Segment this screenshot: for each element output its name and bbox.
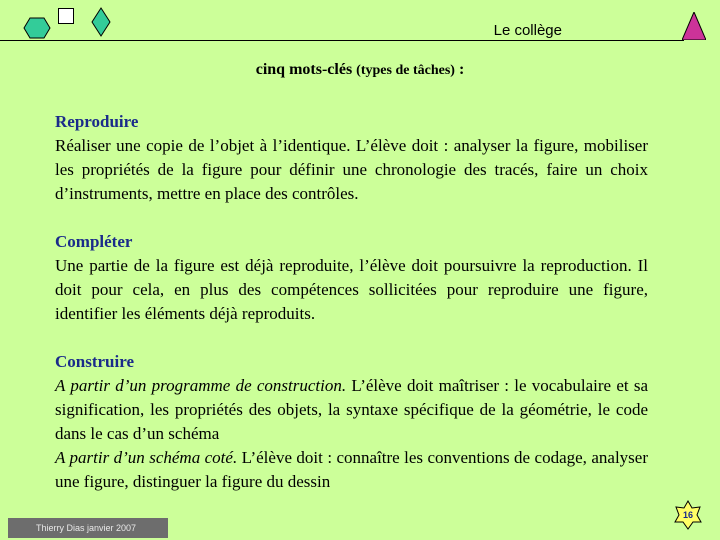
subtitle-colon: :: [458, 61, 465, 78]
section-title: Reproduire: [55, 112, 139, 131]
slide-subtitle: [0, 61, 720, 79]
diamond-icon: [92, 8, 110, 36]
section-text: Réaliser une copie de l’objet à l’identique. L’élève doit : analyser la figure, mobiliser les propriétés de la figure pour définir une chronologie des tracés, faire un choix d’instruments, mettre en place des contrôles.: [55, 136, 648, 203]
triangle-icon: [682, 12, 706, 40]
subtitle-paren: (types de tâches): [356, 63, 455, 78]
content-body: [55, 110, 648, 518]
page-number: 16: [682, 510, 693, 520]
hexagon-icon: [24, 18, 50, 38]
section-text: Une partie de la figure est déjà reproduite, l’élève doit poursuivre la reproduction. Il doit pour cela, en plus des compétences sollicitées pour reproduire une figure, identifier les éléments déjà reproduits.: [55, 256, 648, 323]
section-paragraph-2: [55, 446, 648, 494]
section-reproduire: [55, 110, 648, 206]
section-paragraph-1: [55, 374, 648, 446]
page-number-badge: [673, 500, 703, 530]
square-icon: [58, 8, 74, 24]
section-completer: [55, 230, 648, 326]
paragraph-2-lead: A partir d’un schéma coté.: [55, 448, 238, 467]
footer-author: Thierry Dias janvier 2007: [8, 518, 168, 538]
section-title: Construire: [55, 352, 135, 371]
section-title: Compléter: [55, 232, 133, 251]
header-divider: [0, 40, 684, 41]
section-construire: [55, 350, 648, 494]
paragraph-2-body: L’élève doit : connaître les conventions de codage, analyser une figure, distinguer la figure du dessin: [55, 448, 648, 491]
page-header-title: Le collège: [493, 22, 562, 39]
paragraph-1-lead: A partir d’un programme de construction.: [55, 376, 347, 395]
decorative-shapes: [24, 8, 114, 38]
subtitle-main: cinq mots-clés: [255, 61, 353, 78]
paragraph-1-body: L’élève doit maîtriser : le vocabulaire et sa signification, les propriétés des objets, la syntaxe spécifique de la géométrie, le code dans le cas d’un schéma: [55, 376, 648, 443]
